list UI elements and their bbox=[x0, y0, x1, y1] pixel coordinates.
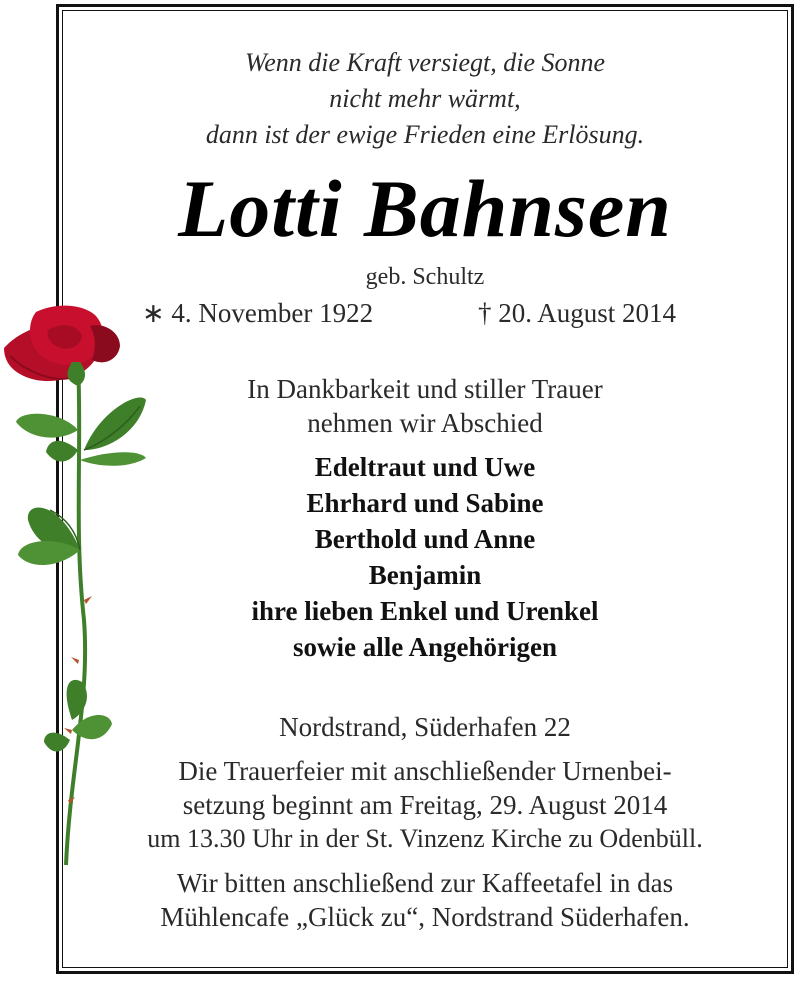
mourner-1: Edeltraut und Uwe bbox=[314, 452, 536, 482]
ceremony-line-2: setzung beginnt am Freitag, 29. August 2014 bbox=[182, 790, 668, 820]
coffee-line-1: Wir bitten anschließend zur Kaffeetafel in das bbox=[176, 868, 674, 898]
mourner-5: ihre lieben Enkel und Urenkel bbox=[251, 596, 599, 626]
farewell-line-1: In Dankbarkeit und stiller Trauer bbox=[247, 374, 603, 404]
quote-line-2: nicht mehr wärmt, bbox=[329, 84, 521, 113]
coffee-line-2: Mühlencafe „Glück zu“, Nordstrand Süderhafen. bbox=[160, 902, 690, 932]
quote-line-1: Wenn die Kraft versiegt, die Sonne bbox=[244, 48, 606, 77]
address: Nordstrand, Süderhafen 22 bbox=[279, 712, 571, 742]
mourner-6: sowie alle Angehörigen bbox=[293, 632, 557, 662]
mourner-4: Benjamin bbox=[368, 560, 482, 590]
birth-name: geb. Schultz bbox=[365, 264, 485, 290]
mourner-2: Ehrhard und Sabine bbox=[306, 488, 544, 518]
ceremony-line-1: Die Trauerfeier mit anschließender Urnenbei- bbox=[178, 756, 672, 786]
farewell-line-2: nehmen wir Abschied bbox=[307, 408, 543, 438]
quote-line-3: dann ist der ewige Frieden eine Erlösung. bbox=[205, 120, 645, 149]
ceremony-line-3: um 13.30 Uhr in der St. Vinzenz Kirche zu Odenbüll. bbox=[147, 824, 703, 853]
mourner-3: Berthold und Anne bbox=[314, 524, 536, 554]
deceased-name: Lotti Bahnsen bbox=[178, 163, 672, 254]
birth-date: ∗ 4. November 1922 bbox=[142, 298, 374, 328]
death-date: † 20. August 2014 bbox=[478, 298, 677, 328]
obituary-content bbox=[62, 10, 788, 968]
